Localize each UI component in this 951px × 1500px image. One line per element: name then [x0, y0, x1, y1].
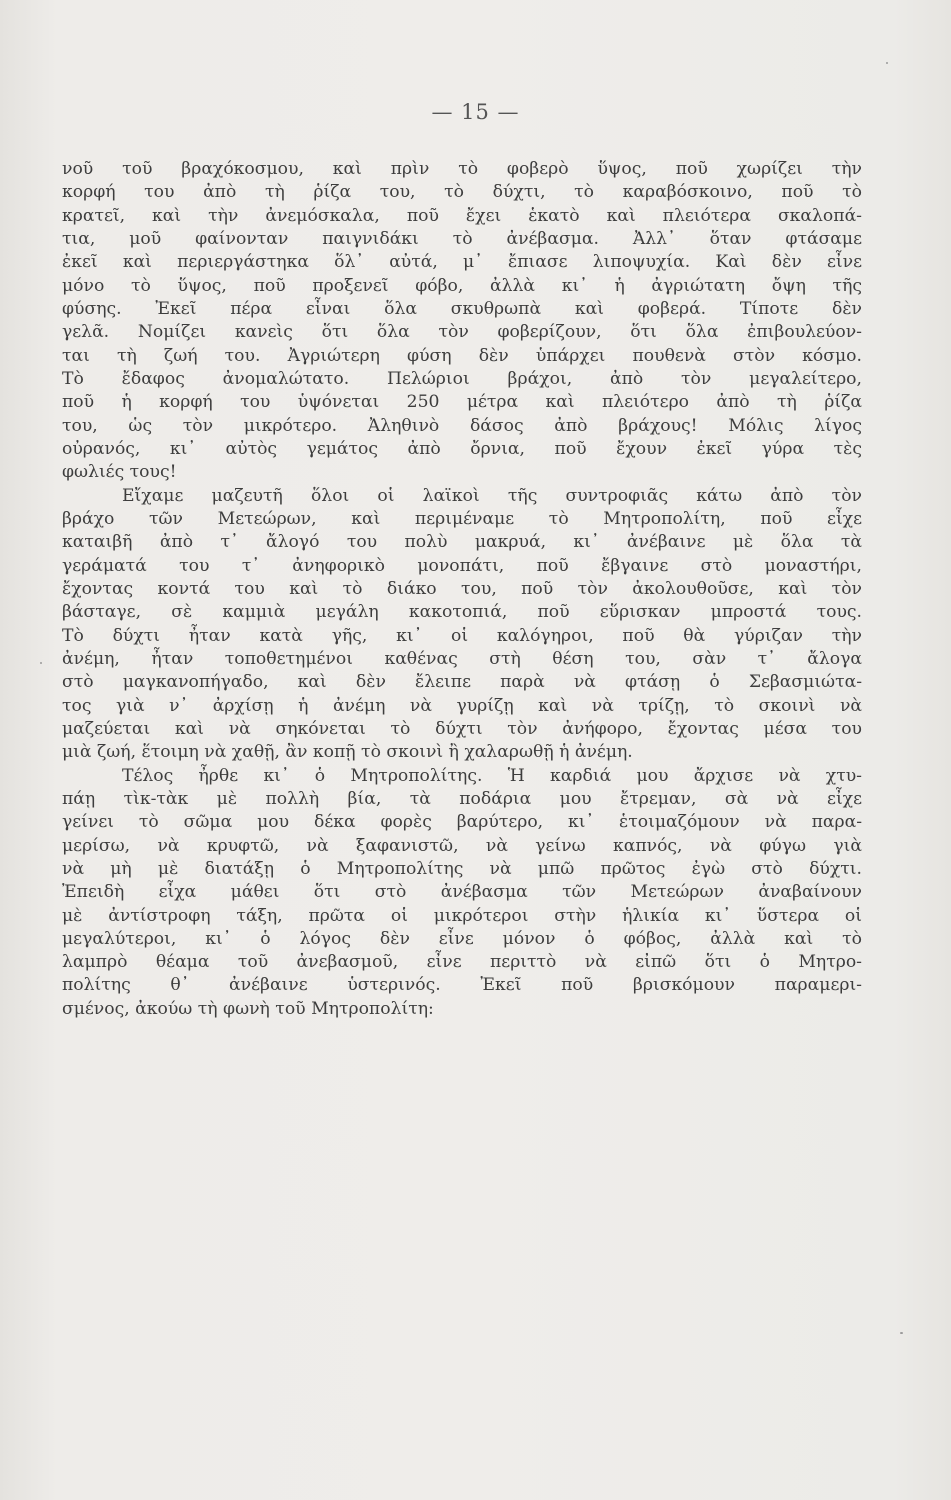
text-line: σμένος, ἀκούω τὴ φωνὴ τοῦ Μητροπολίτη:: [62, 998, 434, 1019]
text-line: μερίσω, νὰ κρυφτῶ, νὰ ξαφανιστῶ, νὰ γείνω καπνός, νὰ φύγω γιὰ: [62, 835, 862, 856]
text-line: μὲ ἀντίστροφη τάξη, πρῶτα οἱ μικρότεροι στὴν ἡλικία κι᾽ ὕστερα οἱ: [62, 905, 862, 926]
text-line: στὸ μαγκανοπήγαδο, καὶ δὲν ἔλειπε παρὰ νὰ φτάσῃ ὁ Σεβασμιώτα-: [62, 672, 862, 693]
text-line: τος γιὰ ν᾽ ἀρχίσῃ ἡ ἀνέμη νὰ γυρίζῃ καὶ νὰ τρίζῃ, τὸ σκοινὶ νὰ: [62, 695, 862, 716]
text-line: μόνο τὸ ὕψος, ποῦ προξενεῖ φόβο, ἀλλὰ κι᾽ ἡ ἀγριώτατη ὄψη τῆς: [62, 275, 862, 296]
text-line: ται τὴ ζωή του. Ἀγριώτερη φύση δὲν ὑπάρχει πουθενὰ στὸν κόσμο.: [62, 345, 862, 366]
text-line: ἀνέμη, ἦταν τοποθετημένοι καθένας στὴ θέση του, σὰν τ᾽ ἄλογα: [62, 648, 862, 669]
text-line: Τὸ ἔδαφος ἀνομαλώτατο. Πελώριοι βράχοι, ἀπὸ τὸν μεγαλείτερο,: [62, 368, 862, 389]
text-line: Τέλος ἦρθε κι᾽ ὁ Μητροπολίτης. Ἡ καρδιά μου ἄρχισε νὰ χτυ-: [122, 765, 862, 786]
paper-speck: [900, 1332, 903, 1334]
text-line: ἔχοντας κοντά του καὶ τὸ διάκο του, ποῦ τὸν ἀκολουθοῦσε, καὶ τὸν: [62, 578, 862, 599]
text-line: γελᾶ. Νομίζει κανεὶς ὅτι ὅλα τὸν φοβερίζουν, ὅτι ὅλα ἐπιβουλεύον-: [62, 322, 862, 343]
paper-speck: [40, 662, 42, 664]
body-text: [62, 158, 862, 1021]
text-line: πολίτης θ᾽ ἀνέβαινε ὑστερινός. Ἐκεῖ ποῦ βρισκόμουν παραμερι-: [62, 975, 862, 996]
text-line: Ἐπειδὴ εἶχα μάθει ὅτι στὸ ἀνέβασμα τῶν Μετεώρων ἀναβαίνουν: [62, 882, 862, 903]
text-line: φύσης. Ἐκεῖ πέρα εἶναι ὅλα σκυθρωπὰ καὶ φοβερά. Τίποτε δὲν: [62, 298, 862, 319]
text-line: κρατεῖ, καὶ τὴν ἀνεμόσκαλα, ποῦ ἔχει ἑκατὸ καὶ πλειότερα σκαλοπά-: [62, 205, 862, 226]
text-line: Εἴχαμε μαζευτῆ ὅλοι οἱ λαϊκοὶ τῆς συντροφιᾶς κάτω ἀπὸ τὸν: [122, 485, 862, 506]
text-line: πάῃ τὶκ-τὰκ μὲ πολλὴ βία, τὰ ποδάρια μου ἔτρεμαν, σὰ νὰ εἶχε: [62, 788, 862, 809]
text-line: ἐκεῖ καὶ περιεργάστηκα ὅλ᾽ αὐτά, μ᾽ ἔπιασε λιποψυχία. Καὶ δὲν εἶνε: [62, 252, 862, 273]
text-line: βράχο τῶν Μετεώρων, καὶ περιμέναμε τὸ Μητροπολίτη, ποῦ εἶχε: [62, 508, 862, 529]
text-line: οὐρανός, κι᾽ αὐτὸς γεμάτος ἀπὸ ὄρνια, ποῦ ἔχουν ἐκεῖ γύρα τὲς: [62, 438, 862, 459]
text-line: του, ὡς τὸν μικρότερο. Ἀληθινὸ δάσος ἀπὸ βράχους! Μόλις λίγος: [62, 415, 862, 436]
text-line: μαζεύεται καὶ νὰ σηκόνεται τὸ δύχτι τὸν ἀνήφορο, ἔχοντας μέσα του: [62, 718, 862, 739]
text-line: Τὸ δύχτι ἦταν κατὰ γῆς, κι᾽ οἱ καλόγηροι, ποῦ θὰ γύριζαν τὴν: [62, 625, 862, 646]
text-line: νὰ μὴ μὲ διατάξῃ ὁ Μητροπολίτης νὰ μπῶ πρῶτος ἐγὼ στὸ δύχτι.: [62, 858, 862, 879]
text-line: νοῦ τοῦ βραχόκοσμου, καὶ πρὶν τὸ φοβερὸ ὕψος, ποῦ χωρίζει τὴν: [62, 159, 862, 179]
text-line: γεράματά του τ᾽ ἀνηφορικὸ μονοπάτι, ποῦ ἔβγαινε στὸ μοναστήρι,: [62, 555, 862, 576]
text-line: κορφή του ἀπὸ τὴ ῥίζα του, τὸ δύχτι, τὸ καραβόσκοινο, ποῦ τὸ: [62, 182, 862, 203]
text-line: ποῦ ἡ κορφή του ὑψόνεται 250 μέτρα καὶ πλειότερο ἀπὸ τὴ ῥίζα: [62, 392, 862, 413]
text-line: φωλιές τους!: [62, 462, 177, 483]
paper-speck: [886, 62, 888, 64]
text-line: γείνει τὸ σῶμα μου δέκα φορὲς βαρύτερο, κι᾽ ἑτοιμαζόμουν νὰ παρα-: [62, 812, 862, 833]
text-line: βάσταγε, σὲ καμμιὰ μεγάλη κακοτοπιά, ποῦ εὕρισκαν μπροστά τους.: [62, 602, 862, 623]
text-line: τια, μοῦ φαίνονταν παιγνιδάκι τὸ ἀνέβασμα. Ἀλλ᾽ ὅταν φτάσαμε: [62, 228, 862, 249]
text-line: καταιβῆ ἀπὸ τ᾽ ἄλογό του πολὺ μακρυά, κι᾽ ἀνέβαινε μὲ ὅλα τὰ: [62, 532, 862, 553]
text-line: μεγαλύτεροι, κι᾽ ὁ λόγος δὲν εἶνε μόνον ὁ φόβος, ἀλλὰ καὶ τὸ: [62, 928, 862, 949]
text-line: λαμπρὸ θέαμα τοῦ ἀνεβασμοῦ, εἶνε περιττὸ νὰ εἰπῶ ὅτι ὁ Μητρο-: [62, 952, 862, 973]
text-line: μιὰ ζωή, ἕτοιμη νὰ χαθῇ, ἂν κοπῇ τὸ σκοινὶ ἢ χαλαρωθῇ ἡ ἀνέμη.: [62, 742, 633, 763]
page-number: — 15 —: [431, 100, 520, 124]
